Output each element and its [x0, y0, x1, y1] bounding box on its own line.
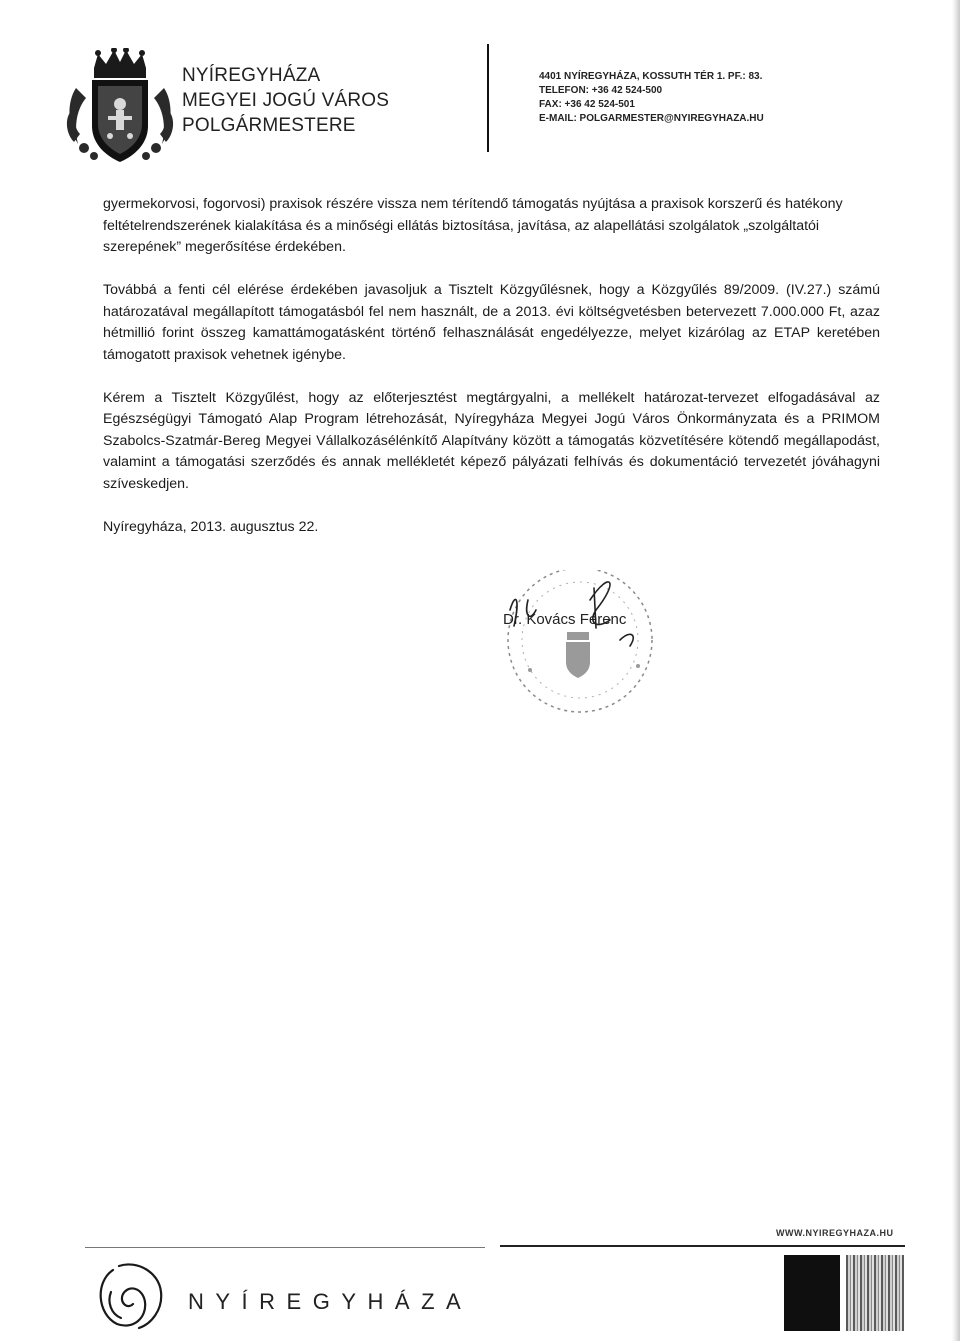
- contact-address: 4401 NYÍREGYHÁZA, KOSSUTH TÉR 1. PF.: 83.: [539, 71, 763, 82]
- footer-city-name: NYÍREGYHÁZA: [188, 1289, 473, 1314]
- paragraph-proposal: Továbbá a fenti cél elérése érdekében javasoljuk a Tisztelt Közgyűlésnek, hogy a Közgyűlés 89/2009. (IV.27.) számú határozatával megállapított támogatásból fel nem használt, de a 2013. évi költségvetésben betervezett 7.000.000 Ft, azaz hétmillió forint összeg kamattámogatásként történő felhasználását engedélyezze, melyet kizárólag az ETAP keretében támogatott praxisok vehetnek igénybe.: [103, 282, 880, 363]
- contact-email: E-MAIL: POLGARMESTER@NYIREGYHAZA.HU: [539, 113, 764, 124]
- coat-of-arms-icon: [64, 48, 176, 166]
- letter-body: [103, 194, 880, 538]
- office-line-city: NYÍREGYHÁZA: [182, 65, 321, 86]
- paragraph-request: Kérem a Tisztelt Közgyűlést, hogy az előterjesztést megtárgyalni, a mellékelt határozat-tervezet elfogadásával az Egészségügyi Támogató Alap Program létrehozását, Nyíregyháza Megyei Jogú Város Önkormányzata és a PRIMOM Szabolcs-Szatmár-Bereg Megyei Vállalkozásélénkítő Alapítvány között a támogatás közvetítésére kötendő megállapodást, valamint a támogatási szerződés és annak mellékletét képező pályázati felhívás és dokumentáció tervezetét jóváhagyni szíveskedjen.: [103, 389, 880, 492]
- date-line: Nyíregyháza, 2013. augusztus 22.: [103, 518, 319, 535]
- paragraph-purpose: gyermekorvosi, fogorvosi) praxisok részére vissza nem térítendő támogatás nyújtása a praxisok korszerű és hatékony feltételrendszerének kialakítása és a minőségi ellátás biztosítása, javítása, az alapellátási szolgálatok „szolgáltatói szerepének” megerősítése érdekében.: [103, 196, 843, 255]
- footer-pattern-block: [846, 1255, 904, 1331]
- scan-edge-shadow: [952, 0, 960, 1341]
- signatory-name: Dr. Kovács Ferenc: [503, 611, 627, 628]
- contact-phone: TELEFON: +36 42 524-500: [539, 85, 663, 96]
- header-divider: [487, 44, 489, 152]
- contact-block: [539, 70, 764, 126]
- office-line-title: POLGÁRMESTERE: [182, 115, 356, 136]
- contact-fax: FAX: +36 42 524-501: [539, 99, 635, 110]
- official-stamp-icon: [470, 570, 695, 720]
- footer-rule-right: [500, 1245, 905, 1247]
- office-line-status: MEGYEI JOGÚ VÁROS: [182, 90, 390, 111]
- city-swirl-logo-icon: [93, 1262, 173, 1332]
- footer-dark-block: [784, 1255, 840, 1331]
- footer-rule-left: [85, 1247, 485, 1248]
- issuing-office: [182, 63, 389, 138]
- footer-website: WWW.NYIREGYHAZA.HU: [776, 1228, 894, 1238]
